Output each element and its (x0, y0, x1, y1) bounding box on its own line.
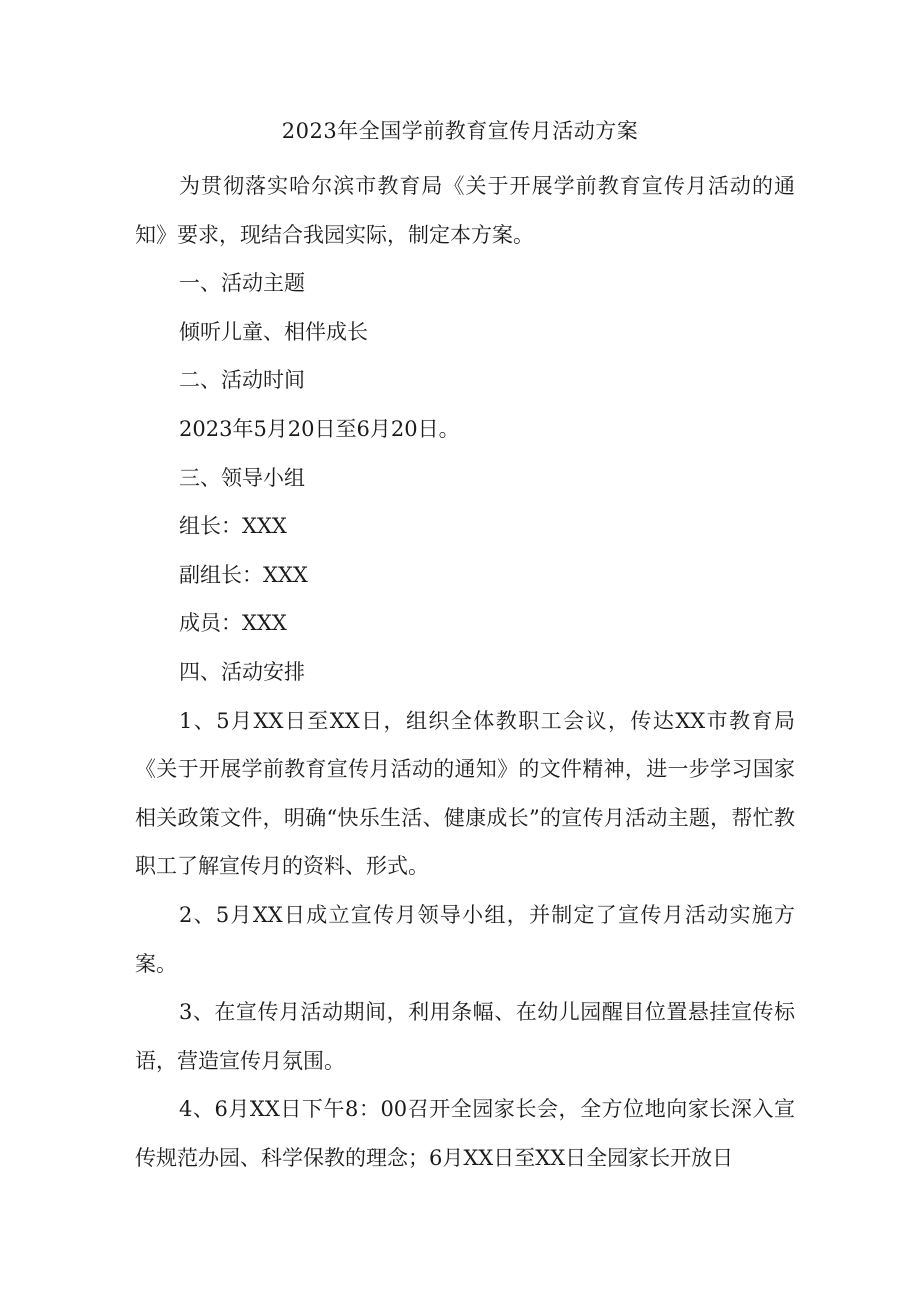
document-body (135, 162, 795, 1182)
section-heading-theme: 一、活动主题 (179, 271, 305, 296)
leader-line: 组长：XXX (179, 514, 287, 539)
deputy-leader-line: 副组长：XXX (179, 562, 308, 587)
members-line: 成员：XXX (179, 611, 287, 636)
theme-text: 倾听儿童、相伴成长 (179, 319, 368, 344)
arrangement-item-3: 3、在宣传月活动期间，利用条幅、在幼儿园醒目位置悬挂宣传标语，营造宣传月氛围。 (135, 1000, 795, 1073)
arrangement-item-1: 1、5月XX日至XX日，组织全体教职工会议，传达XX市教育局《关于开展学前教育宣传月活动的通知》的文件精神，进一步学习国家相关政策文件，明确“快乐生活、健康成长”的宣传月活动主题，帮忙教职工了解宣传月的资料、形式。 (135, 708, 795, 879)
intro-paragraph: 为贯彻落实哈尔滨市教育局《关于开展学前教育宣传月活动的通知》要求，现结合我园实际，制定本方案。 (135, 174, 795, 247)
section-heading-leadership: 三、领导小组 (179, 465, 305, 490)
document-title: 2023年全国学前教育宣传月活动方案 (281, 119, 639, 143)
section-heading-arrangement: 四、活动安排 (179, 659, 305, 684)
time-text: 2023年5月20日至6月20日。 (179, 416, 460, 441)
arrangement-item-2: 2、5月XX日成立宣传月领导小组，并制定了宣传月活动实施方案。 (135, 902, 795, 976)
arrangement-item-4: 4、6月XX日下午8：00召开全园家长会，全方位地向家长深入宣传规范办园、科学保教的理念；6月XX日至XX日全园家长开放日 (135, 1097, 795, 1170)
section-heading-time: 二、活动时间 (179, 368, 305, 393)
